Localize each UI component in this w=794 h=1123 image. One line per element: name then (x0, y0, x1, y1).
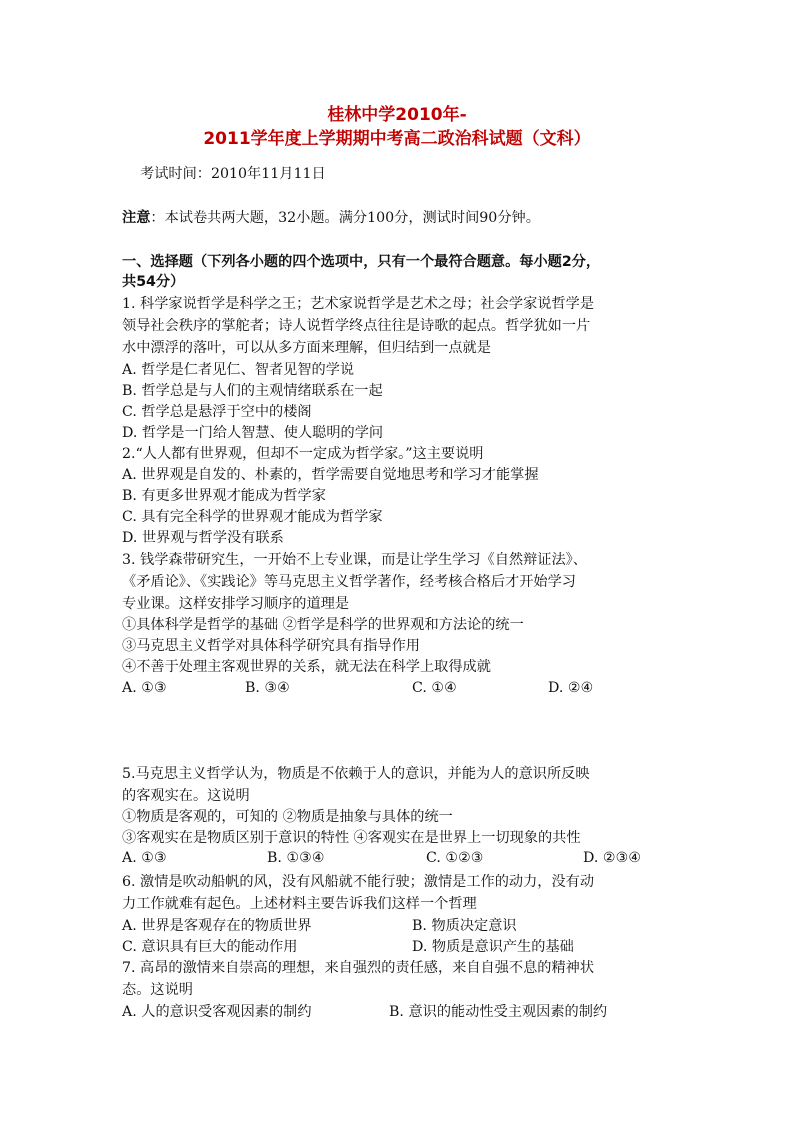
q3-statement-3: ④不善于处理主客观世界的关系，就无法在科学上取得成就 (122, 659, 491, 675)
q6-option-c: C. 意识具有巨大的能动作用 (122, 939, 298, 955)
q2-stem: 2.“人人都有世界观，但却不一定成为哲学家。”这主要说明 (122, 446, 484, 462)
q3-statement-2: ③马克思主义哲学对具体科学研究具有指导作用 (122, 638, 420, 654)
q3-stem-3: 专业课。这样安排学习顺序的道理是 (122, 596, 350, 612)
q3-option-c: C. ①④ (412, 680, 457, 696)
q7-option-a: A. 人的意识受客观因素的制约 (122, 1004, 312, 1020)
q5-option-a: A. ①③ (122, 850, 167, 866)
q7-option-b: B. 意识的能动性受主观因素的制约 (389, 1004, 608, 1020)
q6-option-d: D. 物质是意识产生的基础 (412, 939, 574, 955)
notice-text: ：本试卷共两大题，32小题。满分100分，测试时间90分钟。 (150, 210, 540, 226)
q3-statement-1: ①具体科学是哲学的基础 ②哲学是科学的世界观和方法论的统一 (122, 617, 524, 633)
title-line-2: 2011学年度上学期期中考高二政治科试题（文科） (203, 129, 591, 149)
section-1-heading: 一、选择题（下列各小题的四个选项中，只有一个最符合题意。每小题2分， (122, 254, 601, 270)
q5-stem-2: 的客观实在。这说明 (122, 788, 250, 804)
q5-statement-1: ①物质是客观的，可知的 ②物质是抽象与具体的统一 (122, 809, 453, 825)
q5-option-d: D. ②③④ (583, 850, 642, 866)
q5-statement-2: ③客观实在是物质区别于意识的特性 ④客观实在是世界上一切现象的共性 (122, 830, 581, 846)
q1-option-c: C. 哲学总是悬浮于空中的楼阁 (122, 404, 312, 420)
title-line-1: 桂林中学2010年- (327, 105, 467, 125)
q3-option-b: B. ③④ (245, 680, 290, 696)
q5-option-b: B. ①③④ (267, 850, 325, 866)
q5-stem-1: 5.马克思主义哲学认为，物质是不依赖于人的意识，并能为人的意识所反映 (122, 766, 590, 782)
q6-stem-1: 6. 激情是吹动船帆的风，没有风船就不能行驶；激情是工作的动力，没有动 (122, 874, 595, 890)
q1-option-b: B. 哲学总是与人们的主观情绪联系在一起 (122, 383, 383, 399)
q5-option-c: C. ①②③ (426, 850, 484, 866)
q6-option-a: A. 世界是客观存在的物质世界 (122, 918, 312, 934)
q6-option-b: B. 物质决定意识 (412, 918, 517, 934)
q7-stem-2: 态。这说明 (122, 982, 193, 998)
q2-option-a: A. 世界观是自发的、朴素的，哲学需要自觉地思考和学习才能掌握 (122, 467, 539, 483)
q3-stem-1: 3. 钱学森带研究生，一开始不上专业课，而是让学生学习《自然辩证法》、 (122, 552, 587, 568)
q7-stem-1: 7. 高昂的激情来自崇高的理想，来自强烈的责任感，来自自强不息的精神状 (122, 960, 595, 976)
q1-option-a: A. 哲学是仁者见仁、智者见智的学说 (122, 362, 355, 378)
q1-stem-3: 水中漂浮的落叶，可以从多方面来理解，但归结到一点就是 (122, 340, 491, 356)
q6-stem-2: 力工作就难有起色。上述材料主要告诉我们这样一个哲理 (122, 896, 477, 912)
section-1-heading-cont: 共54分） (122, 274, 185, 290)
q2-option-c: C. 具有完全科学的世界观才能成为哲学家 (122, 509, 383, 525)
q1-option-d: D. 哲学是一门给人智慧、使人聪明的学问 (122, 425, 384, 441)
q1-stem-1: 1. 科学家说哲学是科学之王；艺术家说哲学是艺术之母；社会学家说哲学是 (122, 296, 595, 312)
q1-stem-2: 领导社会秩序的掌舵者；诗人说哲学终点往往是诗歌的起点。哲学犹如一片 (122, 318, 591, 334)
notice (122, 208, 540, 228)
q2-option-b: B. 有更多世界观才能成为哲学家 (122, 488, 326, 504)
q3-option-d: D. ②④ (548, 680, 594, 696)
notice-label: 注意 (122, 210, 151, 226)
exam-time: 考试时间：2010年11月11日 (140, 166, 326, 182)
q3-stem-2: 《矛盾论》、《实践论》等马克思主义哲学著作，经考核合格后才开始学习 (122, 574, 576, 590)
q3-option-a: A. ①③ (122, 680, 167, 696)
q2-option-d: D. 世界观与哲学没有联系 (122, 530, 284, 546)
